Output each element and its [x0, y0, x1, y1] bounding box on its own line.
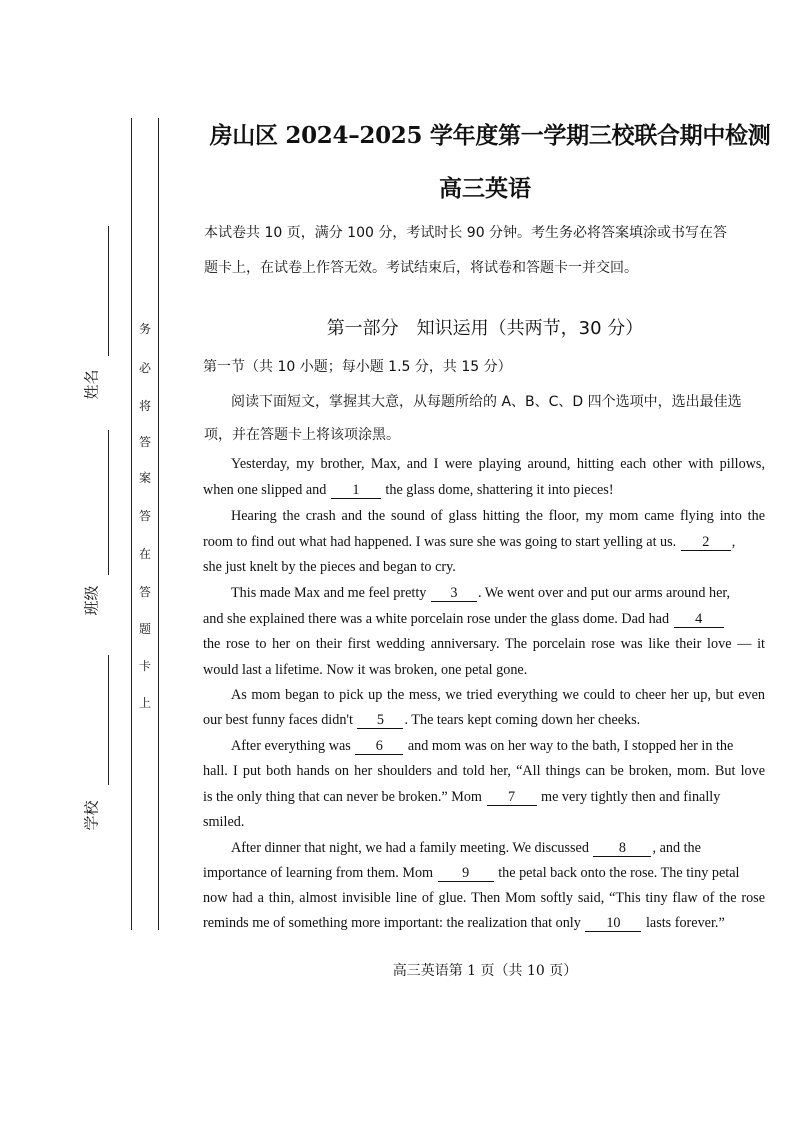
blank-3: 3: [431, 586, 477, 602]
passage-line: importance of learning from them. Mom 9 the petal back onto the rose. The tiny petal: [203, 865, 740, 881]
passage-line: is the only thing that can never be broken.” Mom 7 me very tightly then and finally: [203, 789, 721, 805]
warning-char: 将: [138, 399, 151, 413]
blank-2: 2: [681, 535, 731, 551]
passage-line: Hearing the crash and the sound of glass hitting the floor, my mom came flying into the: [231, 508, 765, 524]
warning-char: 在: [138, 547, 151, 561]
exam-title: 房山区 2024–2025 学年度第一学期三校联合期中检测: [209, 122, 771, 149]
blank-5: 5: [357, 713, 403, 729]
passage-line: she just knelt by the pieces and began to cry.: [203, 559, 456, 575]
warning-char: 答: [138, 435, 151, 449]
blank-9: 9: [438, 866, 494, 882]
instructions-line-1: 本试卷共 10 页，满分 100 分，考试时长 90 分钟。考生务必将答案填涂或书写在答: [204, 225, 728, 241]
binding-line-inner: [158, 118, 159, 930]
passage-line: Yesterday, my brother, Max, and I were playing around, hitting each other with pillows,: [231, 456, 765, 472]
warning-char: 卡: [138, 659, 151, 673]
school-label: 学校: [82, 800, 101, 831]
name-field: [82, 226, 126, 406]
part-one-title: 第一部分 知识运用（共两节，30 分）: [326, 318, 644, 339]
passage-line: and she explained there was a white porcelain rose under the glass dome. Dad had 4: [203, 607, 765, 631]
school-field: [82, 655, 126, 835]
class-field: [82, 430, 126, 620]
directions-line-2: 项，并在答题卡上将该项涂黑。: [204, 427, 400, 443]
class-write-line: [108, 430, 109, 575]
school-write-line: [108, 655, 109, 785]
blank-10: 10: [585, 916, 641, 932]
passage-line: now had a thin, almost invisible line of glue. Then Mom softly said, “This tiny flaw of the rose: [203, 890, 765, 906]
warning-char: 答: [138, 585, 151, 599]
passage-line: would last a lifetime. Now it was broken, one petal gone.: [203, 662, 528, 678]
name-label: 姓名: [82, 369, 101, 400]
warning-char: 务: [138, 322, 151, 336]
passage-line: when one slipped and 1 the glass dome, shattering it into pieces!: [203, 482, 614, 498]
warning-char: 答: [138, 509, 151, 523]
page-footer: 高三英语第 1 页（共 10 页）: [392, 963, 578, 979]
passage-line: reminds me of something more important: the realization that only 10 lasts forever.”: [203, 915, 725, 931]
blank-7: 7: [487, 790, 537, 806]
warning-char: 题: [138, 622, 151, 636]
blank-1: 1: [331, 483, 381, 499]
binding-line-outer: [131, 118, 132, 930]
passage-line: This made Max and me feel pretty 3 . We went over and put our arms around her,: [231, 585, 731, 601]
warning-char: 必: [138, 361, 151, 375]
passage-line: After dinner that night, we had a family meeting. We discussed 8 , and the: [231, 840, 701, 856]
passage-line: the rose to her on their first wedding anniversary. The porcelain rose was like their love — it: [203, 636, 765, 652]
instructions-line-2: 题卡上，在试卷上作答无效。考试结束后，将试卷和答题卡一并交回。: [204, 260, 638, 276]
passage-line: After everything was 6 and mom was on her way to the bath, I stopped her in the: [231, 738, 734, 754]
warning-char: 上: [138, 696, 151, 710]
blank-4: 4: [674, 612, 724, 628]
passage-line: our best funny faces didn't 5 . The tears kept coming down her cheeks.: [203, 712, 641, 728]
blank-6: 6: [355, 739, 403, 755]
section-one-title: 第一节（共 10 小题；每小题 1.5 分，共 15 分）: [203, 359, 512, 375]
blank-8: 8: [593, 841, 651, 857]
name-write-line: [108, 226, 109, 356]
passage-line: smiled.: [203, 814, 245, 830]
directions-line-1: 阅读下面短文，掌握其大意，从每题所给的 A、B、C、D 四个选项中，选出最佳选: [231, 394, 742, 410]
passage-line: hall. I put both hands on her shoulders and told her, “All things can be broken, mom. But love: [203, 763, 765, 779]
exam-subject: 高三英语: [439, 175, 531, 202]
warning-char: 案: [138, 471, 151, 485]
class-label: 班级: [82, 585, 101, 616]
passage-line: As mom began to pick up the mess, we tried everything we could to cheer her up, but even: [231, 687, 765, 703]
passage-line: room to find out what had happened. I was sure she was going to start yelling at us. 2 ,: [203, 534, 736, 550]
